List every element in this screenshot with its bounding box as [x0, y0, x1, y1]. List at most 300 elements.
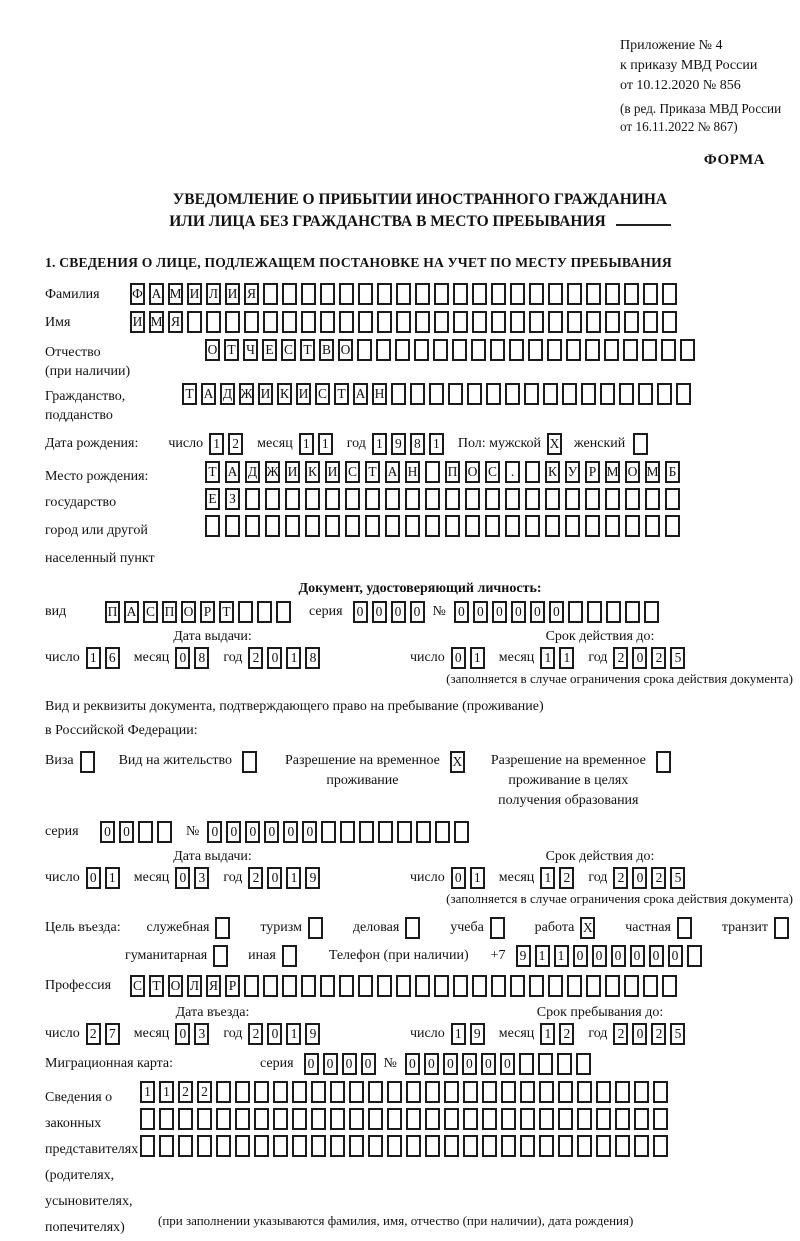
char-box[interactable]: А	[385, 461, 400, 483]
char-box[interactable]: К	[545, 461, 560, 483]
char-box[interactable]: 7	[105, 1023, 120, 1045]
char-box[interactable]: А	[225, 461, 240, 483]
char-box[interactable]	[263, 283, 278, 305]
char-box[interactable]	[605, 515, 620, 537]
char-box[interactable]	[501, 1135, 516, 1157]
char-box[interactable]: 9	[470, 1023, 485, 1045]
char-box[interactable]: 0	[175, 867, 190, 889]
char-box[interactable]	[308, 917, 323, 939]
char-box[interactable]	[524, 383, 539, 405]
char-box[interactable]	[557, 1053, 572, 1075]
char-box[interactable]: А	[149, 283, 164, 305]
char-box[interactable]: 3	[194, 1023, 209, 1045]
char-box[interactable]	[680, 339, 695, 361]
char-box[interactable]	[653, 1135, 668, 1157]
char-box[interactable]	[292, 1108, 307, 1130]
tourism-checkbox[interactable]	[308, 917, 327, 939]
char-box[interactable]	[330, 1135, 345, 1157]
birth-day-boxes[interactable]	[209, 433, 247, 455]
char-box[interactable]: 0	[632, 1023, 647, 1045]
char-box[interactable]	[406, 1108, 421, 1130]
char-box[interactable]	[634, 1108, 649, 1130]
char-box[interactable]	[568, 601, 583, 623]
char-box[interactable]: 0	[302, 821, 317, 843]
char-box[interactable]: 5	[670, 1023, 685, 1045]
char-box[interactable]: 0	[175, 1023, 190, 1045]
char-box[interactable]: 2	[613, 647, 628, 669]
char-box[interactable]: Н	[405, 461, 420, 483]
char-box[interactable]: 0	[630, 945, 645, 967]
char-box[interactable]	[434, 311, 449, 333]
birth-year-boxes[interactable]	[372, 433, 448, 455]
char-box[interactable]	[525, 515, 540, 537]
char-box[interactable]	[235, 1081, 250, 1103]
char-box[interactable]: 5	[670, 647, 685, 669]
char-box[interactable]	[567, 283, 582, 305]
char-box[interactable]: X	[450, 751, 465, 773]
char-box[interactable]	[545, 488, 560, 510]
char-box[interactable]	[273, 1108, 288, 1130]
char-box[interactable]	[657, 383, 672, 405]
char-box[interactable]	[320, 975, 335, 997]
char-box[interactable]	[520, 1135, 535, 1157]
char-box[interactable]: М	[168, 283, 183, 305]
char-box[interactable]	[273, 1081, 288, 1103]
char-box[interactable]	[606, 601, 621, 623]
char-box[interactable]	[254, 1081, 269, 1103]
char-box[interactable]	[624, 311, 639, 333]
char-box[interactable]: 0	[323, 1053, 338, 1075]
char-box[interactable]	[548, 975, 563, 997]
char-box[interactable]	[285, 488, 300, 510]
char-box[interactable]	[339, 283, 354, 305]
char-box[interactable]	[265, 488, 280, 510]
char-box[interactable]	[665, 515, 680, 537]
char-box[interactable]: 2	[248, 867, 263, 889]
permit-valid-year-boxes[interactable]	[613, 867, 689, 889]
char-box[interactable]	[662, 283, 677, 305]
char-box[interactable]: 0	[304, 1053, 319, 1075]
char-box[interactable]	[197, 1135, 212, 1157]
char-box[interactable]: 0	[264, 821, 279, 843]
char-box[interactable]: 1	[559, 647, 574, 669]
char-box[interactable]	[662, 975, 677, 997]
char-box[interactable]	[558, 1108, 573, 1130]
char-box[interactable]: 0	[549, 601, 564, 623]
permit-option-temp[interactable]: Разрешение на временное проживание X	[285, 751, 469, 811]
char-box[interactable]	[276, 601, 291, 623]
char-box[interactable]: И	[130, 311, 145, 333]
char-box[interactable]: 0	[573, 945, 588, 967]
char-box[interactable]: Т	[182, 383, 197, 405]
char-box[interactable]: 0	[353, 601, 368, 623]
char-box[interactable]: И	[187, 283, 202, 305]
char-box[interactable]	[425, 1108, 440, 1130]
visa-checkbox[interactable]	[80, 751, 99, 773]
char-box[interactable]	[80, 751, 95, 773]
char-box[interactable]	[586, 311, 601, 333]
char-box[interactable]	[596, 1081, 611, 1103]
transit-checkbox[interactable]	[774, 917, 793, 939]
char-box[interactable]: Е	[262, 339, 277, 361]
permit-issue-year-boxes[interactable]	[248, 867, 324, 889]
permit-issue-day-boxes[interactable]	[86, 867, 124, 889]
char-box[interactable]	[774, 917, 789, 939]
char-box[interactable]	[273, 1135, 288, 1157]
char-box[interactable]	[463, 1108, 478, 1130]
char-box[interactable]: 9	[391, 433, 406, 455]
char-box[interactable]	[359, 821, 374, 843]
char-box[interactable]	[311, 1135, 326, 1157]
char-box[interactable]	[206, 311, 221, 333]
char-box[interactable]: 1	[540, 1023, 555, 1045]
char-box[interactable]	[410, 383, 425, 405]
private-checkbox[interactable]	[677, 917, 696, 939]
char-box[interactable]: С	[130, 975, 145, 997]
char-box[interactable]	[501, 1108, 516, 1130]
char-box[interactable]	[625, 601, 640, 623]
char-box[interactable]	[491, 311, 506, 333]
char-box[interactable]	[677, 917, 692, 939]
char-box[interactable]	[529, 283, 544, 305]
char-box[interactable]: 0	[473, 601, 488, 623]
char-box[interactable]	[643, 283, 658, 305]
char-box[interactable]: X	[580, 917, 595, 939]
char-box[interactable]: П	[105, 601, 120, 623]
char-box[interactable]	[187, 311, 202, 333]
char-box[interactable]	[485, 488, 500, 510]
char-box[interactable]: 0	[175, 647, 190, 669]
char-box[interactable]	[378, 821, 393, 843]
char-box[interactable]: И	[325, 461, 340, 483]
char-box[interactable]	[472, 311, 487, 333]
char-box[interactable]: 1	[286, 867, 301, 889]
char-box[interactable]: 0	[632, 647, 647, 669]
char-box[interactable]	[235, 1108, 250, 1130]
char-box[interactable]	[624, 283, 639, 305]
char-box[interactable]	[585, 488, 600, 510]
char-box[interactable]	[577, 1081, 592, 1103]
char-box[interactable]: Л	[187, 975, 202, 997]
char-box[interactable]	[577, 1108, 592, 1130]
char-box[interactable]: Е	[205, 488, 220, 510]
char-box[interactable]: 1	[451, 1023, 466, 1045]
issue-day-boxes[interactable]	[86, 647, 124, 669]
char-box[interactable]	[567, 311, 582, 333]
permit-valid-day-boxes[interactable]	[451, 867, 489, 889]
char-box[interactable]	[467, 383, 482, 405]
char-box[interactable]: С	[315, 383, 330, 405]
char-box[interactable]	[320, 283, 335, 305]
char-box[interactable]	[600, 383, 615, 405]
work-checkbox[interactable]	[580, 917, 599, 939]
char-box[interactable]	[501, 1081, 516, 1103]
char-box[interactable]	[263, 975, 278, 997]
char-box[interactable]	[605, 283, 620, 305]
char-box[interactable]	[282, 311, 297, 333]
char-box[interactable]: 2	[197, 1081, 212, 1103]
permit-option-education[interactable]: Разрешение на временное проживание в целях получения образования	[491, 751, 675, 811]
char-box[interactable]	[244, 311, 259, 333]
char-box[interactable]: 1	[372, 433, 387, 455]
valid-day-boxes[interactable]	[451, 647, 489, 669]
char-box[interactable]: У	[565, 461, 580, 483]
char-box[interactable]: И	[225, 283, 240, 305]
char-box[interactable]: 0	[424, 1053, 439, 1075]
char-box[interactable]	[586, 283, 601, 305]
char-box[interactable]	[305, 488, 320, 510]
char-box[interactable]	[525, 461, 540, 483]
char-box[interactable]: 0	[530, 601, 545, 623]
char-box[interactable]	[444, 1081, 459, 1103]
char-box[interactable]	[396, 311, 411, 333]
char-box[interactable]	[445, 488, 460, 510]
stay-day-boxes[interactable]	[451, 1023, 489, 1045]
char-box[interactable]	[471, 339, 486, 361]
char-box[interactable]	[377, 283, 392, 305]
char-box[interactable]	[292, 1081, 307, 1103]
female-checkbox[interactable]	[633, 433, 652, 455]
char-box[interactable]: 0	[267, 647, 282, 669]
char-box[interactable]	[520, 1108, 535, 1130]
char-box[interactable]	[282, 283, 297, 305]
char-box[interactable]	[339, 975, 354, 997]
phone-boxes[interactable]	[516, 945, 706, 967]
migration-number-boxes[interactable]	[405, 1053, 595, 1075]
char-box[interactable]	[415, 283, 430, 305]
char-box[interactable]	[397, 821, 412, 843]
char-box[interactable]	[472, 975, 487, 997]
char-box[interactable]	[254, 1135, 269, 1157]
char-box[interactable]	[285, 515, 300, 537]
valid-month-boxes[interactable]	[540, 647, 578, 669]
char-box[interactable]	[605, 975, 620, 997]
char-box[interactable]	[376, 339, 391, 361]
char-box[interactable]	[330, 1108, 345, 1130]
char-box[interactable]	[643, 311, 658, 333]
char-box[interactable]	[577, 1135, 592, 1157]
char-box[interactable]	[263, 311, 278, 333]
char-box[interactable]	[566, 339, 581, 361]
doc-kind-boxes[interactable]	[105, 601, 295, 623]
char-box[interactable]	[434, 283, 449, 305]
char-box[interactable]	[140, 1108, 155, 1130]
profession-boxes[interactable]	[130, 975, 681, 997]
char-box[interactable]: 2	[559, 1023, 574, 1045]
char-box[interactable]	[357, 339, 372, 361]
char-box[interactable]	[653, 1081, 668, 1103]
char-box[interactable]	[529, 975, 544, 997]
char-box[interactable]: Ж	[239, 383, 254, 405]
permit-series-boxes[interactable]	[100, 821, 176, 843]
char-box[interactable]	[157, 821, 172, 843]
permit-valid-month-boxes[interactable]	[540, 867, 578, 889]
char-box[interactable]	[576, 1053, 591, 1075]
citizenship-boxes[interactable]	[182, 383, 695, 405]
char-box[interactable]	[377, 311, 392, 333]
char-box[interactable]	[245, 488, 260, 510]
char-box[interactable]: 0	[391, 601, 406, 623]
char-box[interactable]	[429, 383, 444, 405]
char-box[interactable]: П	[445, 461, 460, 483]
char-box[interactable]	[330, 1081, 345, 1103]
char-box[interactable]: 2	[228, 433, 243, 455]
char-box[interactable]	[292, 1135, 307, 1157]
char-box[interactable]: 2	[613, 867, 628, 889]
char-box[interactable]	[624, 975, 639, 997]
char-box[interactable]	[545, 515, 560, 537]
patronymic-boxes[interactable]	[205, 339, 699, 361]
char-box[interactable]	[482, 1081, 497, 1103]
char-box[interactable]	[387, 1108, 402, 1130]
char-box[interactable]: В	[319, 339, 334, 361]
char-box[interactable]	[539, 1081, 554, 1103]
char-box[interactable]	[225, 311, 240, 333]
char-box[interactable]	[448, 383, 463, 405]
char-box[interactable]: 5	[670, 867, 685, 889]
char-box[interactable]	[625, 515, 640, 537]
char-box[interactable]	[434, 975, 449, 997]
char-box[interactable]	[349, 1081, 364, 1103]
char-box[interactable]	[377, 975, 392, 997]
char-box[interactable]	[676, 383, 691, 405]
char-box[interactable]: 0	[454, 601, 469, 623]
char-box[interactable]: 0	[481, 1053, 496, 1075]
char-box[interactable]	[138, 821, 153, 843]
char-box[interactable]	[587, 601, 602, 623]
char-box[interactable]	[463, 1135, 478, 1157]
char-box[interactable]	[301, 975, 316, 997]
char-box[interactable]	[216, 1135, 231, 1157]
char-box[interactable]: Р	[225, 975, 240, 997]
char-box[interactable]: 0	[668, 945, 683, 967]
char-box[interactable]	[519, 1053, 534, 1075]
char-box[interactable]	[615, 1135, 630, 1157]
char-box[interactable]	[472, 283, 487, 305]
representatives-boxes-1[interactable]	[140, 1081, 672, 1103]
char-box[interactable]	[645, 488, 660, 510]
char-box[interactable]: 2	[248, 1023, 263, 1045]
char-box[interactable]	[405, 917, 420, 939]
char-box[interactable]	[425, 488, 440, 510]
char-box[interactable]	[406, 1081, 421, 1103]
char-box[interactable]	[425, 1135, 440, 1157]
permit-option-residence[interactable]: Вид на жительство	[119, 751, 261, 811]
study-checkbox[interactable]	[490, 917, 509, 939]
char-box[interactable]	[245, 515, 260, 537]
char-box[interactable]	[396, 975, 411, 997]
char-box[interactable]: З	[225, 488, 240, 510]
char-box[interactable]: С	[143, 601, 158, 623]
char-box[interactable]: 1	[105, 867, 120, 889]
char-box[interactable]	[444, 1108, 459, 1130]
stay-month-boxes[interactable]	[540, 1023, 578, 1045]
char-box[interactable]	[415, 975, 430, 997]
char-box[interactable]	[585, 515, 600, 537]
char-box[interactable]	[358, 311, 373, 333]
permit-number-boxes[interactable]	[207, 821, 473, 843]
char-box[interactable]	[490, 339, 505, 361]
char-box[interactable]	[485, 515, 500, 537]
char-box[interactable]	[385, 488, 400, 510]
char-box[interactable]: Д	[245, 461, 260, 483]
char-box[interactable]	[238, 601, 253, 623]
char-box[interactable]	[387, 1135, 402, 1157]
issue-month-boxes[interactable]	[175, 647, 213, 669]
char-box[interactable]: 1	[86, 647, 101, 669]
char-box[interactable]: .	[505, 461, 520, 483]
char-box[interactable]	[254, 1108, 269, 1130]
char-box[interactable]: 0	[592, 945, 607, 967]
char-box[interactable]	[567, 975, 582, 997]
char-box[interactable]	[645, 515, 660, 537]
char-box[interactable]	[548, 283, 563, 305]
char-box[interactable]: 0	[451, 867, 466, 889]
char-box[interactable]	[349, 1135, 364, 1157]
char-box[interactable]	[305, 515, 320, 537]
char-box[interactable]: О	[168, 975, 183, 997]
char-box[interactable]	[345, 515, 360, 537]
char-box[interactable]	[320, 311, 335, 333]
char-box[interactable]	[465, 488, 480, 510]
char-box[interactable]: 1	[318, 433, 333, 455]
char-box[interactable]	[642, 339, 657, 361]
char-box[interactable]: 0	[226, 821, 241, 843]
char-box[interactable]: 0	[283, 821, 298, 843]
migration-series-boxes[interactable]	[304, 1053, 380, 1075]
char-box[interactable]	[547, 339, 562, 361]
char-box[interactable]	[665, 488, 680, 510]
char-box[interactable]	[543, 383, 558, 405]
char-box[interactable]: 0	[462, 1053, 477, 1075]
char-box[interactable]: Ч	[243, 339, 258, 361]
char-box[interactable]	[656, 751, 671, 773]
char-box[interactable]	[490, 917, 505, 939]
char-box[interactable]	[510, 975, 525, 997]
char-box[interactable]: М	[149, 311, 164, 333]
char-box[interactable]	[491, 283, 506, 305]
char-box[interactable]	[562, 383, 577, 405]
char-box[interactable]	[604, 339, 619, 361]
char-box[interactable]: Т	[219, 601, 234, 623]
char-box[interactable]	[425, 1081, 440, 1103]
char-box[interactable]	[623, 339, 638, 361]
char-box[interactable]	[282, 945, 297, 967]
char-box[interactable]	[528, 339, 543, 361]
permit-issue-month-boxes[interactable]	[175, 867, 213, 889]
char-box[interactable]	[453, 283, 468, 305]
char-box[interactable]: 8	[305, 647, 320, 669]
char-box[interactable]: 0	[86, 867, 101, 889]
char-box[interactable]	[225, 515, 240, 537]
char-box[interactable]: 0	[492, 601, 507, 623]
char-box[interactable]: Т	[149, 975, 164, 997]
char-box[interactable]: Р	[585, 461, 600, 483]
char-box[interactable]	[340, 821, 355, 843]
char-box[interactable]	[257, 601, 272, 623]
char-box[interactable]	[538, 1053, 553, 1075]
char-box[interactable]	[653, 1108, 668, 1130]
char-box[interactable]	[465, 515, 480, 537]
char-box[interactable]: Д	[220, 383, 235, 405]
char-box[interactable]: 2	[248, 647, 263, 669]
char-box[interactable]: 0	[267, 1023, 282, 1045]
char-box[interactable]	[405, 488, 420, 510]
char-box[interactable]	[325, 515, 340, 537]
char-box[interactable]	[565, 488, 580, 510]
char-box[interactable]	[615, 1081, 630, 1103]
char-box[interactable]	[358, 975, 373, 997]
